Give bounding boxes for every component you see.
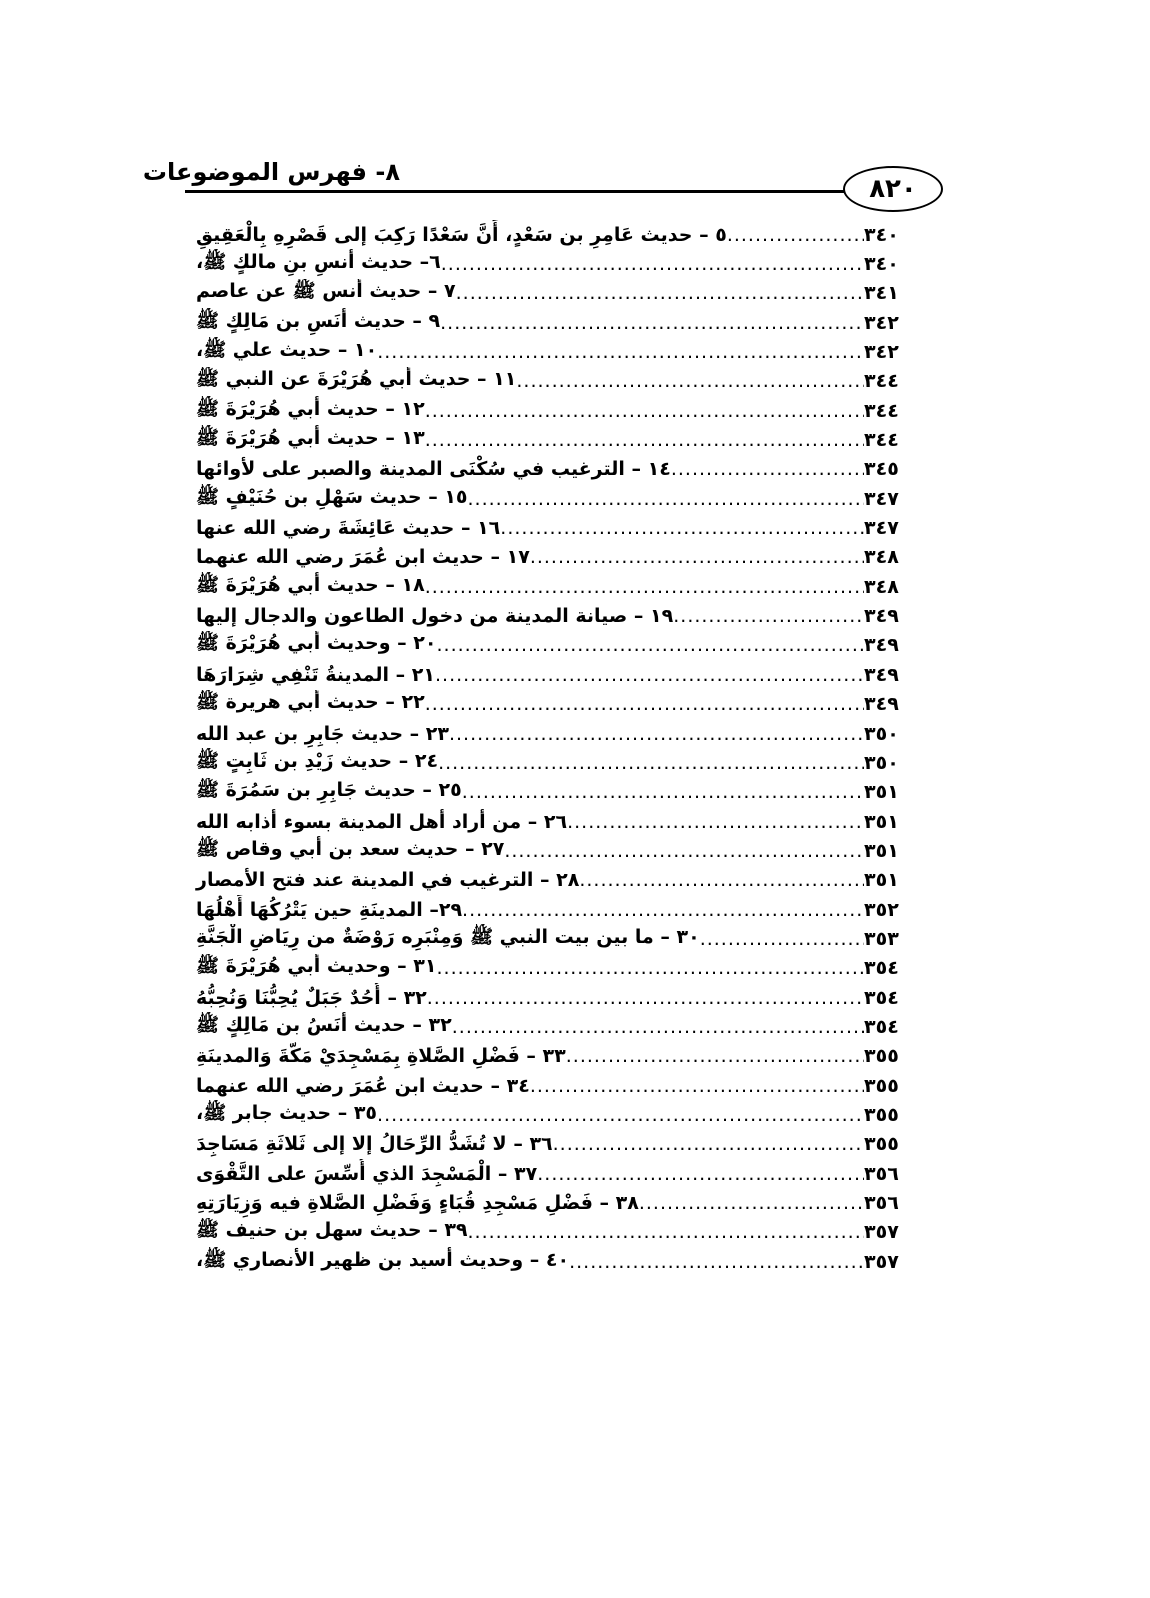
page-header [142,158,945,212]
dot-leader [553,1133,864,1155]
toc-entry [188,983,910,1012]
toc-entry-page: ٣٤٩ [864,634,899,657]
toc-entry [188,1071,910,1100]
toc-entry-title: ٣٣ – فَضْلِ الصَّلاةِ بِمَسْجِدَيْ مَكَّةَ وَالمدينَةِ [196,1045,566,1068]
dot-leader [425,429,864,451]
toc-entry [188,308,910,337]
dot-leader [569,1251,864,1273]
toc-entry [188,836,910,865]
dot-leader [438,752,864,774]
toc-entry [188,425,910,454]
toc-entry-page: ٣٤٨ [864,546,899,569]
dot-leader [456,282,864,304]
dot-leader [425,693,864,715]
dot-leader [440,312,864,334]
toc-entry-title: ٣١ – وحديث أبي هُرَيْرَةَ ﷺ [196,955,437,978]
toc-entry-page: ٣٥٤ [864,986,899,1009]
toc-entry-title: ٣٩ – حديث سهل بن حنيف ﷺ [196,1219,468,1242]
dot-leader [462,781,864,803]
dot-leader [449,723,864,745]
toc-entry-title: ٢٧ – حديث سعد بن أبي وقاص ﷺ [196,837,505,860]
toc-entry-title: ٣٨ – فَضْلِ مَسْجِدِ قُبَاءٍ وَفَضْلِ الصَّلاةِ فيه وَزِيَارَتِهِ [196,1192,639,1215]
toc-entry [188,631,910,660]
dot-leader [516,370,864,392]
toc-entry-page: ٣٥١ [864,810,899,833]
dot-leader [530,546,864,568]
dot-leader [468,1221,864,1243]
toc-entry-page: ٣٤٢ [864,311,899,334]
toc-entry-title: ٢١ – المدينةُ تَنْفِي شِرَارَهَا [196,663,435,686]
toc-entry-page: ٣٥٢ [864,898,899,921]
toc-entry-title: ١٧ – حديث ابن عُمَرَ رضي الله عنهما [196,546,530,569]
toc-entry-page: ٣٤١ [864,282,899,305]
toc-entry-page: ٣٥١ [864,869,899,892]
toc-entry-title: ٤٠ – وحديث أسيد بن ظهير الأنصاري ﷺ، [196,1248,570,1271]
toc-entry [188,543,910,572]
dot-leader [530,1075,864,1097]
dot-leader [441,253,864,275]
toc-entry-title: ٩ – حديث أَنَسِ بن مَالِكٍ ﷺ [196,309,441,332]
dot-leader [639,1192,864,1214]
toc-entry-title: ١٤ – الترغيب في سُكْنَى المدينة والصبر على لأوائها [196,458,671,481]
toc-entry [188,1130,910,1159]
toc-entry [188,1188,910,1217]
toc-entry-page: ٣٥٣ [864,927,899,950]
toc-entry [188,719,910,748]
toc-entry-page: ٣٤٩ [864,605,899,628]
dot-leader [500,517,864,539]
toc-entry-title: ٧ – حديث أنس ﷺ عن عاصم [196,280,456,303]
toc-entry-page: ٣٥٠ [864,722,899,745]
dot-leader [427,987,864,1009]
table-of-contents [188,220,910,1276]
toc-entry-title: ١٥ – حديث سَهْلِ بن حُنَيْفٍ ﷺ [196,485,468,508]
section-title: ٨- فهرس الموضوعات [142,158,400,186]
toc-entry-title: ١٠ – حديث علي ﷺ، [196,339,378,362]
toc-entry-title: ٢٩– المدينَةِ حين يَتْرُكُهَا أَهْلُهَا [196,898,463,921]
toc-entry-page: ٣٥٥ [864,1074,899,1097]
toc-entry-page: ٣٤٨ [864,575,899,598]
toc-entry [188,895,910,924]
toc-entry-title: ٣٦ – لا تُشَدُّ الرِّحَالُ إلا إلى ثَلاثَةِ مَسَاجِدَ [196,1133,553,1156]
toc-entry [188,690,910,719]
toc-entry [188,924,910,953]
toc-entry [188,1012,910,1041]
dot-leader [566,1045,864,1067]
toc-entry-title: ٣٠ – ما بين بيت النبي ﷺ وَمِنْبَرِه رَوْضَةٌ من رِيَاضِ الْجَنَّةِ [196,925,700,948]
toc-entry-page: ٣٥٧ [864,1221,899,1244]
toc-entry-page: ٣٤٢ [864,341,899,364]
toc-entry [188,748,910,777]
dot-leader [377,341,864,363]
toc-entry-title: ٢٥ – حديث جَابِرِ بن سَمُرَةَ ﷺ [196,779,462,802]
toc-entry-page: ٣٤٧ [864,517,899,540]
dot-leader [435,664,864,686]
toc-entry-title: ٢٠ – وحديث أبي هُرَيْرَةَ ﷺ [196,632,437,655]
toc-entry-title: ٣٤ – حديث ابن عُمَرَ رضي الله عنهما [196,1074,530,1097]
header-divider [185,190,845,193]
toc-entry [188,866,910,895]
toc-entry-page: ٣٤٩ [864,693,899,716]
dot-leader [537,1163,864,1185]
toc-entry-title: ١٣ – حديث أبي هُرَيْرَةَ ﷺ [196,427,425,450]
dot-leader [437,957,865,979]
toc-entry-page: ٣٥٥ [864,1133,899,1156]
dot-leader [671,458,864,480]
toc-entry [188,367,910,396]
toc-entry [188,807,910,836]
toc-entry-title: ٢٣ – حديث جَابِرِ بن عبد الله [196,722,449,745]
toc-entry-title: ٣٥ – حديث جابر ﷺ، [196,1101,378,1124]
toc-entry-page: ٣٤٤ [864,399,899,422]
page-number-badge: ٨٢٠ [843,166,943,212]
toc-entry-title: ١١ – حديث أبي هُرَيْرَةَ عن النبي ﷺ [196,368,517,391]
dot-leader [567,811,864,833]
toc-entry-page: ٣٤٤ [864,429,899,452]
dot-leader [452,1016,864,1038]
toc-entry [188,954,910,983]
toc-entry [188,601,910,630]
dot-leader [425,576,864,598]
toc-entry-page: ٣٤٩ [864,663,899,686]
toc-entry [188,1159,910,1188]
toc-entry-title: ٢٦ – من أراد أهل المدينة بسوء أذابه الله [196,810,568,833]
dot-leader [437,634,865,656]
toc-entry [188,455,910,484]
toc-entry-title: ٥ – حديث عَامِرِ بن سَعْدٍ، أَنَّ سَعْدًا رَكِبَ إلى قَصْرِهِ بِالْعَقِيقِ [196,223,727,246]
toc-entry-title: ١٢ – حديث أبي هُرَيْرَةَ ﷺ [196,397,425,420]
toc-entry [188,220,910,249]
toc-entry [188,279,910,308]
toc-entry-title: ١٦ – حديث عَائِشَةَ رضي الله عنها [196,517,501,540]
toc-entry-title: ٢٢ – حديث أبي هريرة ﷺ [196,691,425,714]
dot-leader [504,840,864,862]
toc-entry-page: ٣٥٤ [864,957,899,980]
toc-entry-page: ٣٥٦ [864,1162,899,1185]
dot-leader [462,899,864,921]
toc-entry [188,1100,910,1129]
toc-entry [188,337,910,366]
toc-entry-title: ٢٤ – حديث زَيْدِ بن ثَابِتٍ ﷺ [196,749,439,772]
dot-leader [700,928,864,950]
toc-entry [188,484,910,513]
dot-leader [377,1104,864,1126]
toc-entry-page: ٣٥٠ [864,751,899,774]
toc-entry [188,1218,910,1247]
toc-entry-page: ٣٥٧ [864,1250,899,1273]
toc-entry [188,778,910,807]
toc-entry-title: ١٨ – حديث أبي هُرَيْرَةَ ﷺ [196,573,425,596]
toc-entry-page: ٣٥٦ [864,1192,899,1215]
toc-entry-title: ١٩ – صيانة المدينة من دخول الطاعون والدجال إليها [196,605,674,628]
toc-entry [188,249,910,278]
toc-entry [188,1042,910,1071]
toc-entry-page: ٣٥٤ [864,1015,899,1038]
dot-leader [579,869,864,891]
toc-entry-page: ٣٥١ [864,781,899,804]
toc-entry-page: ٣٤٤ [864,370,899,393]
toc-entry [188,1247,910,1276]
dot-leader [727,224,864,246]
toc-entry-title: ٣٢ – حديث أَنَسُ بن مَالِكٍ ﷺ [196,1013,452,1036]
dot-leader [425,400,864,422]
toc-entry-page: ٣٤٠ [864,253,899,276]
toc-entry-title: ٣٢ – أُحُدٌ جَبَلٌ يُحِبُّنَا وَنُحِبُّهُ [196,986,427,1009]
toc-entry [188,660,910,689]
toc-entry-page: ٣٤٧ [864,487,899,510]
toc-entry-page: ٣٥٥ [864,1045,899,1068]
toc-entry [188,396,910,425]
toc-entry [188,513,910,542]
toc-entry-title: ٢٨ – الترغيب في المدينة عند فتح الأمصار [196,869,580,892]
toc-entry-page: ٣٥١ [864,839,899,862]
toc-entry-page: ٣٥٥ [864,1103,899,1126]
toc-entry-title: ٣٧ – الْمَسْجِدَ الذي أُسِّسَ على التَّقْوَى [196,1162,538,1185]
toc-entry-title: ٦– حديث أنسِ بنِ مالكٍ ﷺ، [196,251,441,274]
dot-leader [468,488,864,510]
dot-leader [673,605,864,627]
toc-entry-page: ٣٤٥ [864,458,899,481]
toc-entry-page: ٣٤٠ [864,223,899,246]
toc-entry [188,572,910,601]
